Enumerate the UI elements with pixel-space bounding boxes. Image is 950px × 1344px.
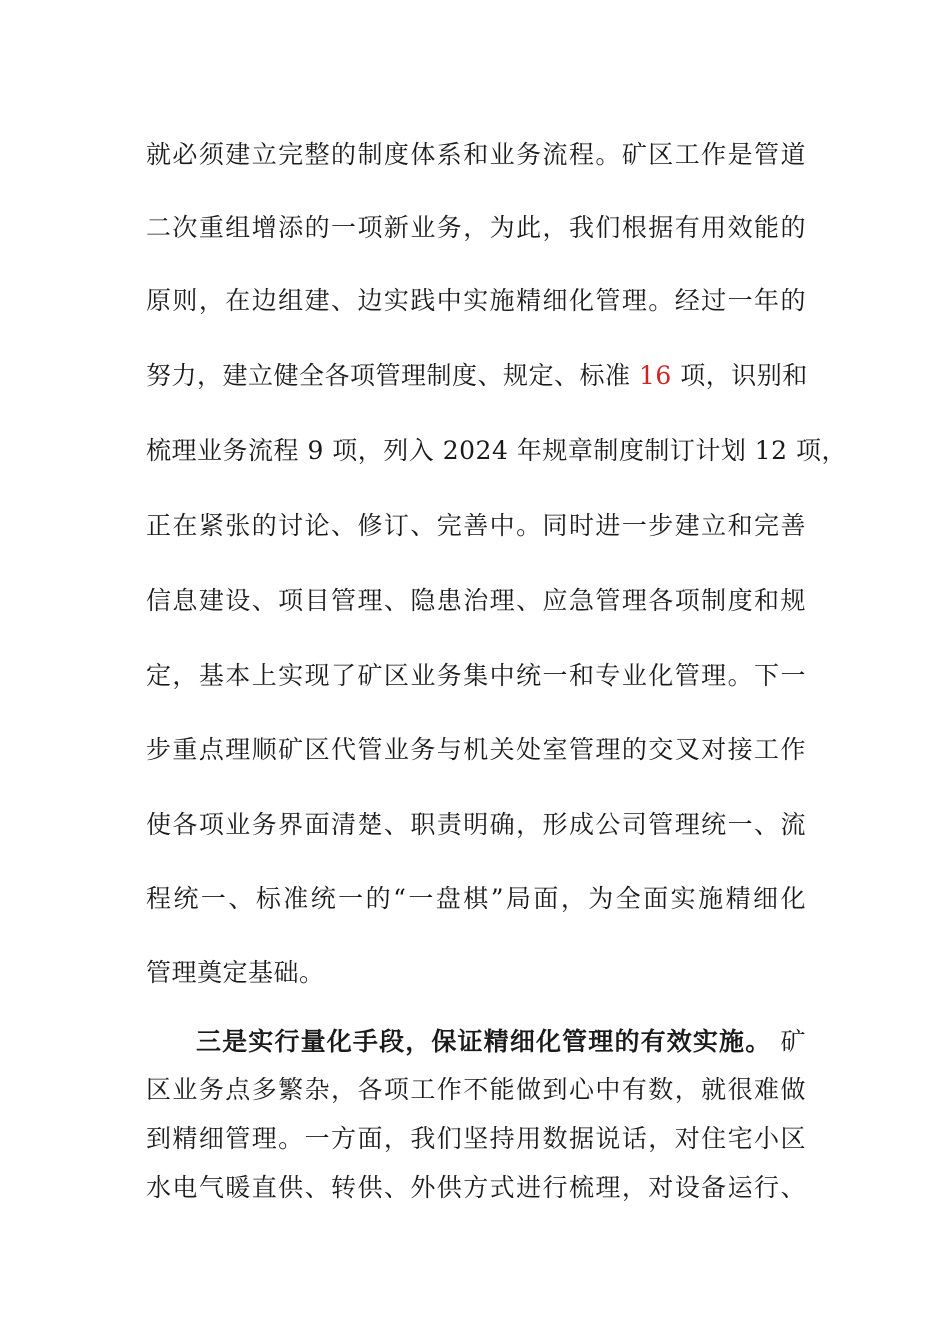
paragraph-line: 到精细管理。一方面，我们坚持用数据说话，对住宅小区 [146, 1124, 806, 1153]
paragraph-line: 原则，在边组建、边实践中实施精细化管理。经过一年的 [146, 286, 806, 315]
paragraph-line: 程统一、标准统一的“一盘棋”局面，为全面实施精细化 [146, 884, 806, 913]
paragraph-line: 定，基本上实现了矿区业务集中统一和专业化管理。下一 [146, 661, 806, 690]
paragraph-line: 步重点理顺矿区代管业务与机关处室管理的交叉对接工作 [146, 735, 806, 764]
section-heading-tail: 矿 [780, 1027, 806, 1056]
section-heading: 三是实行量化手段，保证精细化管理的有效实施。 [196, 1027, 772, 1056]
paragraph-line: 梳理业务流程 9 项，列入 2024 年规章制度制订计划 12 项， [146, 436, 848, 465]
paragraph-line: 区业务点多繁杂，各项工作不能做到心中有数，就很难做 [146, 1075, 806, 1104]
paragraph-line: 二次重组增添的一项新业务，为此，我们根据有用效能的 [146, 213, 806, 242]
paragraph-line: 使各项业务界面清楚、职责明确，形成公司管理统一、流 [146, 810, 806, 839]
section-heading-line [146, 1025, 806, 1059]
paragraph-line: 正在紧张的讨论、修订、完善中。同时进一步建立和完善 [146, 511, 806, 540]
paragraph-line-with-highlight [146, 359, 806, 393]
paragraph-line: 水电气暖直供、转供、外供方式进行梳理，对设备运行、 [146, 1173, 806, 1202]
highlighted-number: 16 [638, 361, 672, 390]
paragraph-line: 信息建设、项目管理、隐患治理、应急管理各项制度和规 [146, 586, 806, 615]
line-text: 努力，建立健全各项管理制度、规定、标准 [146, 361, 631, 390]
line-text-tail: 项，识别和 [680, 361, 808, 390]
paragraph-line-last: 管理奠定基础。 [146, 958, 325, 987]
paragraph-line: 就必须建立完整的制度体系和业务流程。矿区工作是管道 [146, 140, 806, 169]
